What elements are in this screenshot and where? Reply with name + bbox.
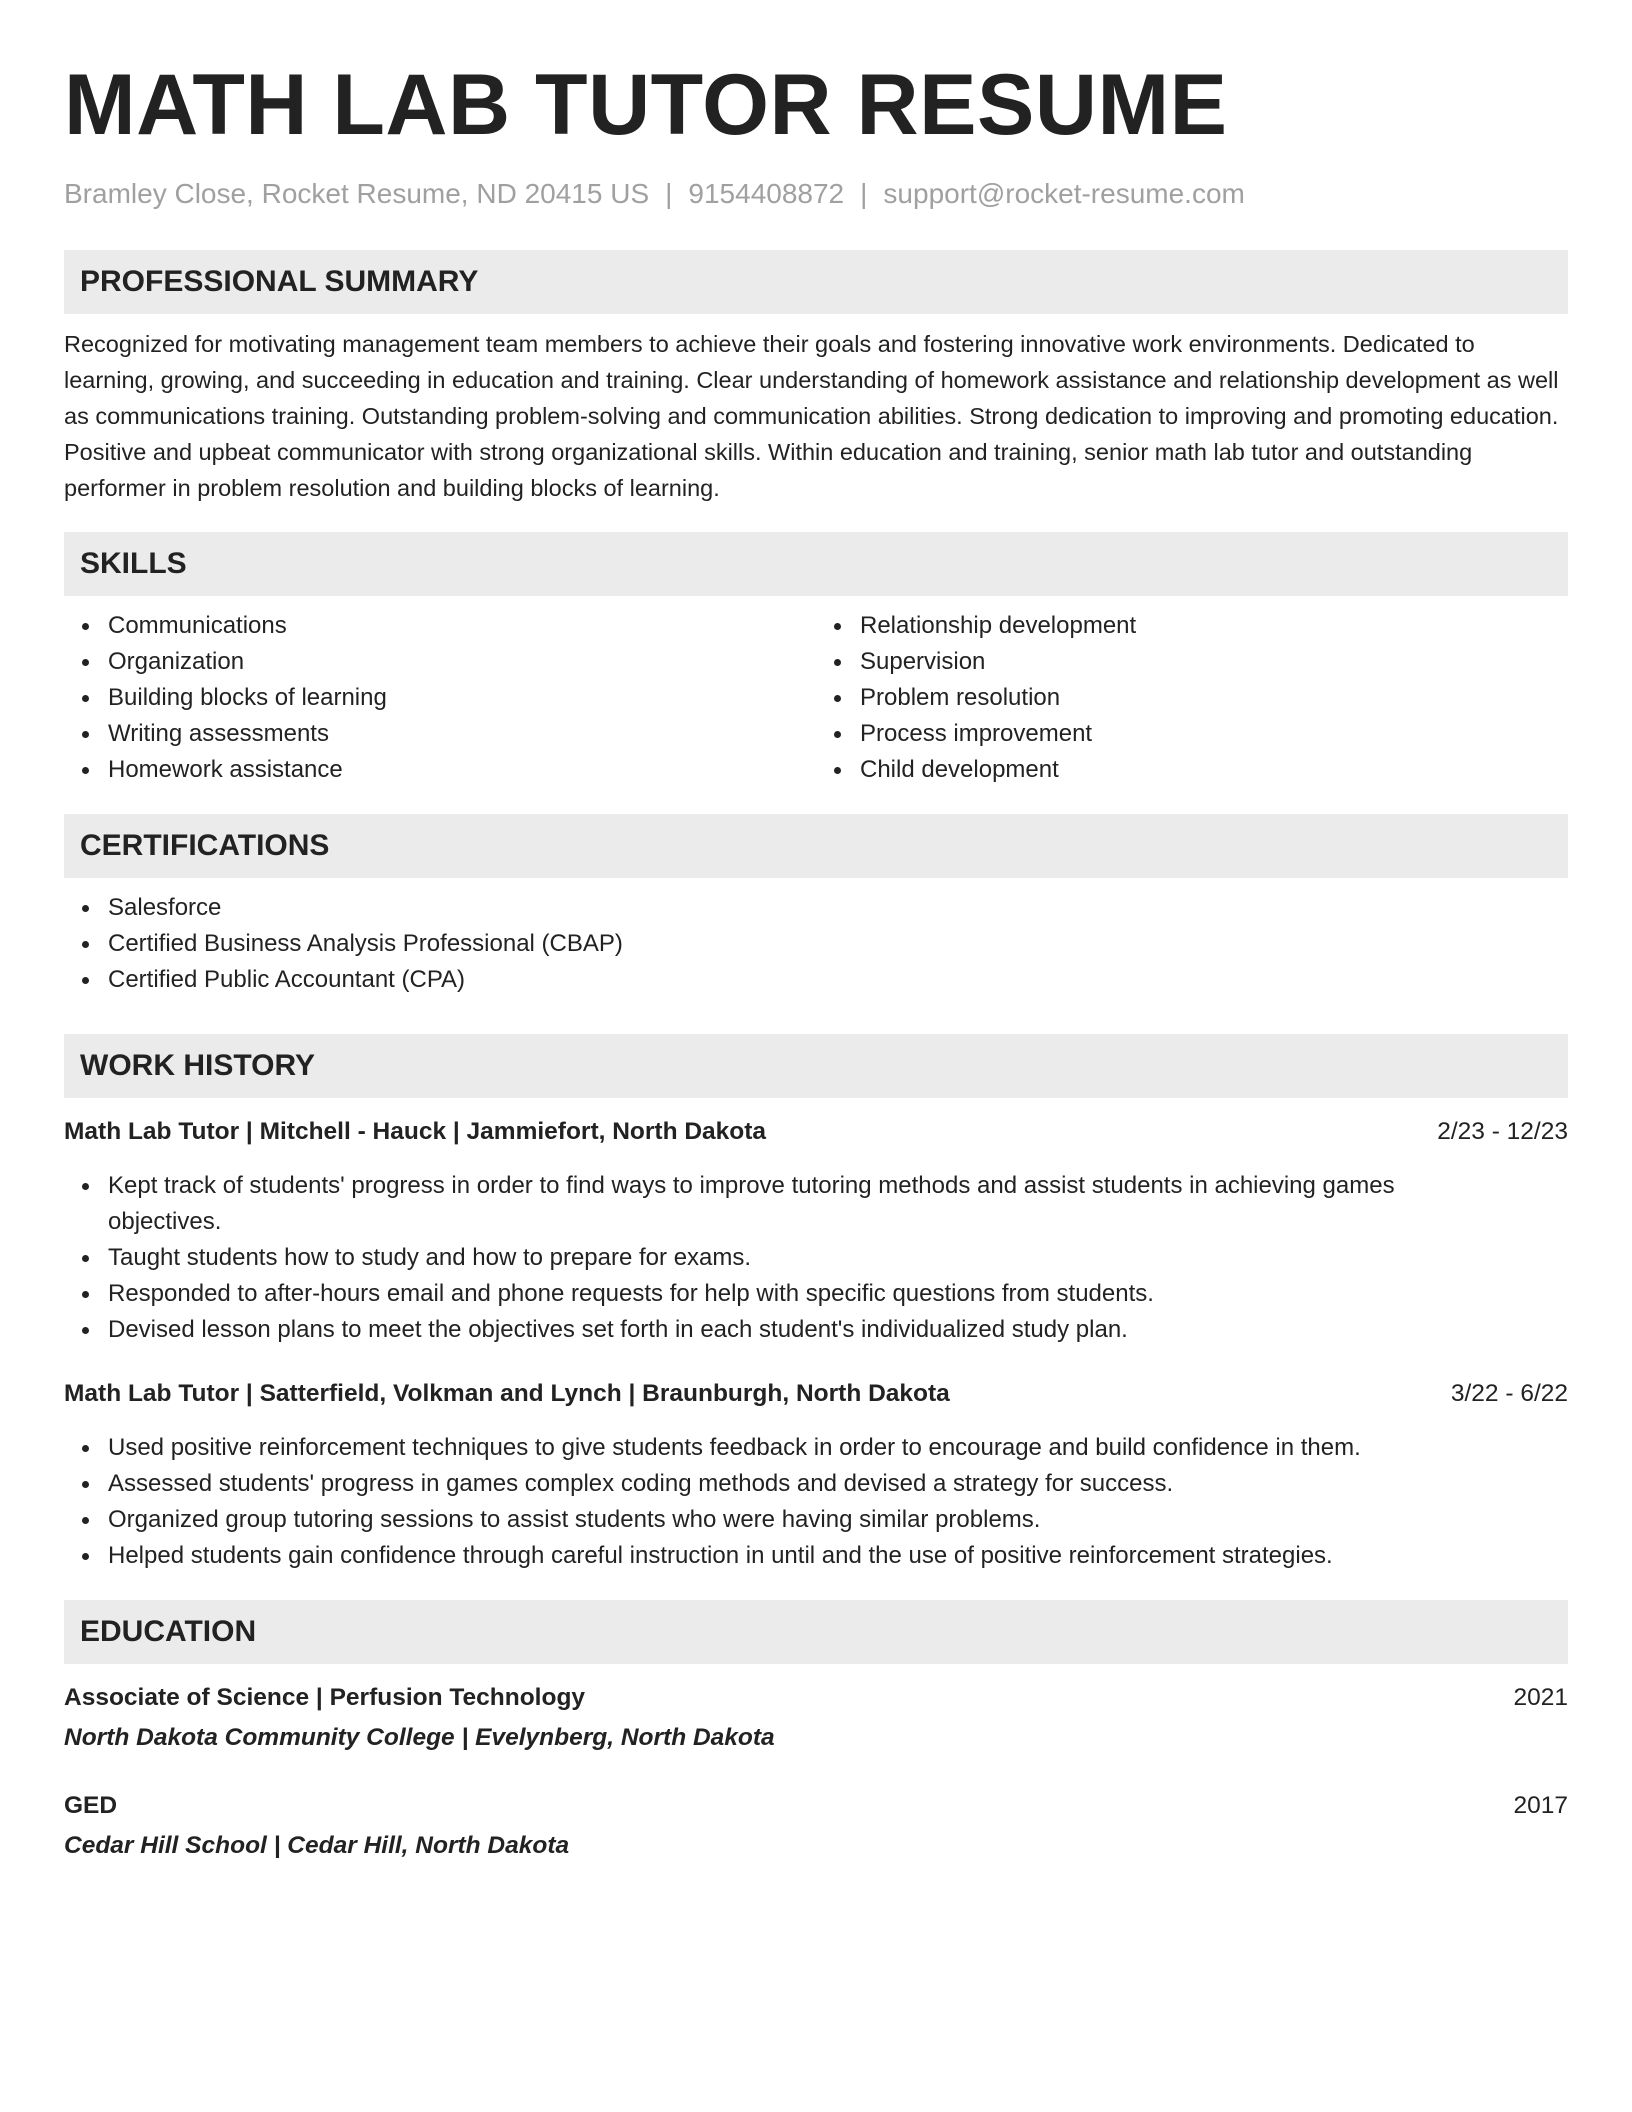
list-item: Kept track of students' progress in order to find ways to improve tutoring methods and assist students in achieving games objectives. (108, 1168, 1568, 1240)
skills-column-left (64, 608, 816, 788)
contact-line (64, 174, 1568, 214)
list-item: Process improvement (860, 716, 1568, 752)
list-item: Salesforce (108, 890, 1568, 926)
job-header (64, 1376, 1568, 1412)
degree: Associate of Science | Perfusion Technology (64, 1684, 586, 1711)
list-item: Child development (860, 752, 1568, 788)
education-entry (64, 1788, 1568, 1864)
list-item: Certified Business Analysis Professional (CBAP) (108, 926, 1568, 962)
list-item: Supervision (860, 644, 1568, 680)
list-item: Helped students gain confidence through careful instruction in until and the use of positive reinforcement strategies. (108, 1538, 1568, 1574)
job-bullets (64, 1430, 1568, 1574)
address: Bramley Close, Rocket Resume, ND 20415 US (64, 178, 650, 209)
list-item: Relationship development (860, 608, 1568, 644)
job-dates: 3/22 - 6/22 (1450, 1380, 1568, 1407)
list-item: Communications (108, 608, 816, 644)
graduation-year: 2017 (1513, 1792, 1568, 1819)
contact-separator: | (860, 178, 868, 209)
section-heading-education: EDUCATION (64, 1600, 1568, 1664)
education-header (64, 1680, 1568, 1716)
job-bullets (64, 1168, 1568, 1348)
list-item: Writing assessments (108, 716, 816, 752)
list-item: Assessed students' progress in games complex coding methods and devised a strategy for success. (108, 1466, 1568, 1502)
job-entry (64, 1114, 1568, 1348)
job-title: Math Lab Tutor | Mitchell - Hauck | Jammiefort, North Dakota (64, 1118, 767, 1145)
school: North Dakota Community College | Evelynberg, North Dakota (64, 1724, 775, 1751)
section-heading-skills: SKILLS (64, 532, 1568, 596)
job-title: Math Lab Tutor | Satterfield, Volkman and Lynch | Braunburgh, North Dakota (64, 1380, 950, 1407)
education-entry (64, 1680, 1568, 1756)
list-item: Certified Public Accountant (CPA) (108, 962, 1568, 998)
list-item: Taught students how to study and how to prepare for exams. (108, 1240, 1568, 1276)
job-header (64, 1114, 1568, 1150)
graduation-year: 2021 (1513, 1684, 1568, 1711)
section-heading-certifications: CERTIFICATIONS (64, 814, 1568, 878)
certifications-list (64, 890, 1568, 998)
skills-column-right (816, 608, 1568, 788)
job-dates: 2/23 - 12/23 (1437, 1118, 1568, 1145)
degree: GED (64, 1792, 118, 1819)
list-item: Building blocks of learning (108, 680, 816, 716)
education-header (64, 1788, 1568, 1824)
list-item: Organized group tutoring sessions to assist students who were having similar problems. (108, 1502, 1568, 1538)
school: Cedar Hill School | Cedar Hill, North Dakota (64, 1832, 570, 1859)
list-item: Used positive reinforcement techniques to give students feedback in order to encourage and build confidence in them. (108, 1430, 1568, 1466)
resume-title: MATH LAB TUTOR RESUME (64, 57, 1228, 153)
list-item: Homework assistance (108, 752, 816, 788)
section-heading-summary: PROFESSIONAL SUMMARY (64, 250, 1568, 314)
list-item: Devised lesson plans to meet the objectives set forth in each student's individualized study plan. (108, 1312, 1568, 1348)
summary-text: Recognized for motivating management team members to achieve their goals and fostering innovative work environments. Dedicated to learning, growing, and succeeding in education and training. Clear understanding of homework assistance and relationship development as well as communications training. Outstanding problem-solving and communication abilities. Strong dedication to improving and promoting education. Positive and upbeat communicator with strong organizational skills. Within education and training, senior math lab tutor and outstanding performer in problem resolution and building blocks of learning. (64, 331, 1559, 501)
email: support@rocket-resume.com (883, 178, 1245, 209)
list-item: Organization (108, 644, 816, 680)
contact-separator: | (665, 178, 673, 209)
list-item: Responded to after-hours email and phone requests for help with specific questions from students. (108, 1276, 1568, 1312)
section-heading-work-history: WORK HISTORY (64, 1034, 1568, 1098)
list-item: Problem resolution (860, 680, 1568, 716)
phone: 9154408872 (688, 178, 845, 209)
skills-list (64, 608, 1568, 788)
job-entry (64, 1376, 1568, 1574)
